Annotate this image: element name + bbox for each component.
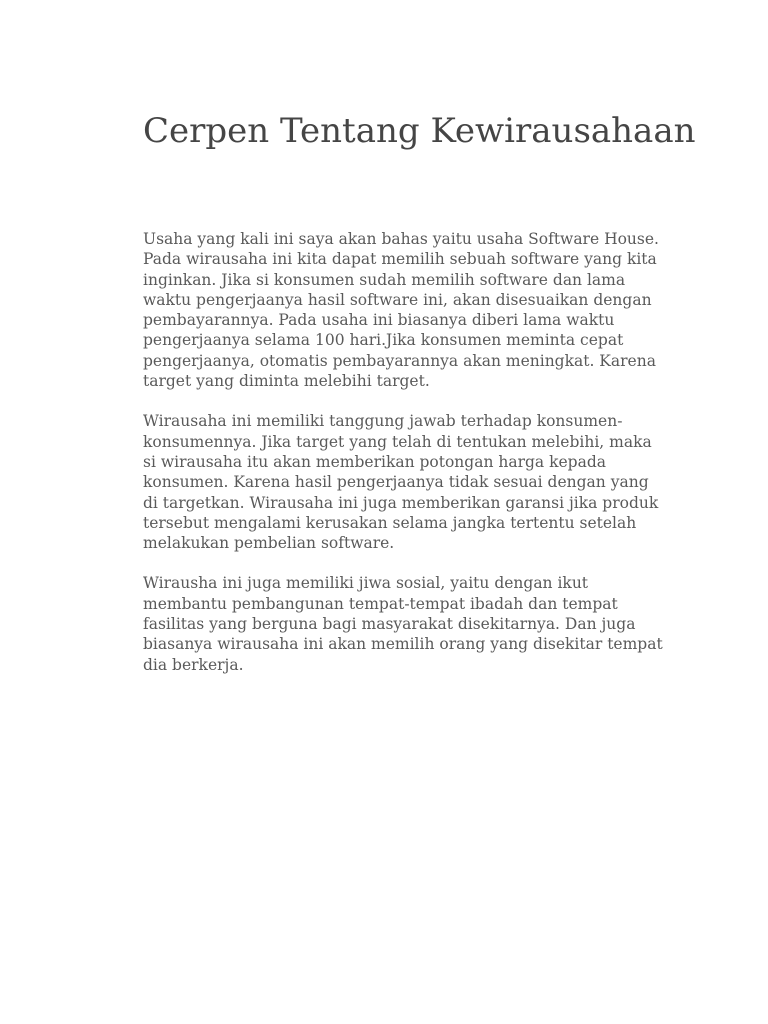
- document-title: Cerpen Tentang Kewirausahaan: [143, 111, 696, 151]
- paragraph-1: Usaha yang kali ini saya akan bahas yaitu usaha Software House. Pada wirausaha ini kita dapat memilih sebuah software yang kita inginkan. Jika si konsumen sudah memilih software dan lama waktu pengerjaanya hasil software ini, akan disesuaikan dengan pembayarannya. Pada usaha ini biasanya diberi lama waktu pengerjaanya selama 100 hari.Jika konsumen meminta cepat pengerjaanya, otomatis pembayarannya akan meningkat. Karena target yang diminta melebihi target.: [143, 230, 659, 391]
- document-body: [143, 229, 668, 695]
- paragraph-3: Wirausha ini juga memiliki jiwa sosial, yaitu dengan ikut membantu pembangunan tempat-tempat ibadah dan tempat fasilitas yang berguna bagi masyarakat disekitarnya. Dan juga biasanya wirausaha ini akan memilih orang yang disekitar tempat dia berkerja.: [143, 574, 663, 674]
- paragraph-2: Wirausaha ini memiliki tanggung jawab terhadap konsumen-konsumennya. Jika target yang telah di tentukan melebihi, maka si wirausaha itu akan memberikan potongan harga kepada konsumen. Karena hasil pengerjaanya tidak sesuai dengan yang di targetkan. Wirausaha ini juga memberikan garansi jika produk tersebut mengalami kerusakan selama jangka tertentu setelah melakukan pembelian software.: [143, 412, 659, 553]
